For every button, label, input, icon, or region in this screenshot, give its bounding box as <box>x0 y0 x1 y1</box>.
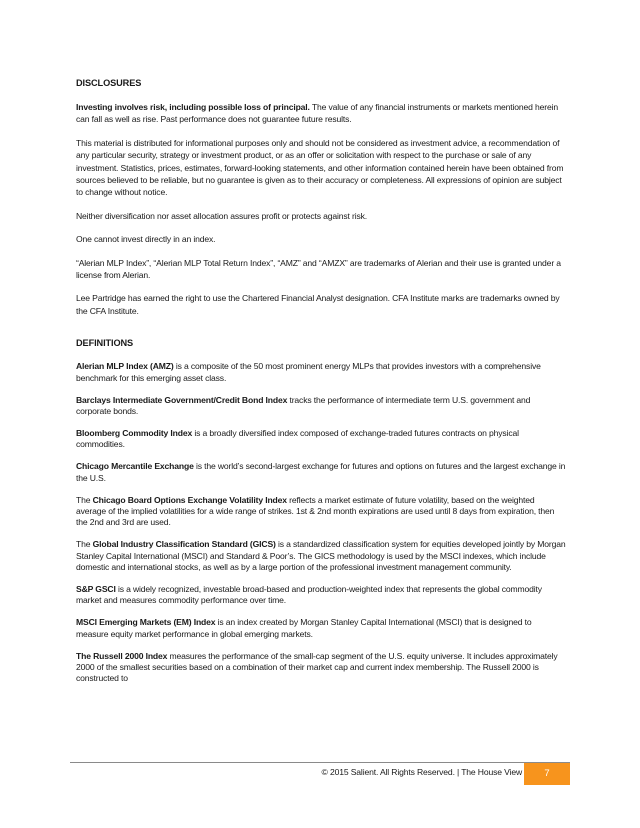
section-spacer <box>76 317 566 337</box>
definition-text: measures the performance of the small-cap segment of the U.S. equity universe. It includes approximately 2000 of the smallest securities based on a combination of their market cap and current index membership. The Russell 2000 is constructed to <box>76 650 558 684</box>
definition-text: is a composite of the 50 most prominent energy MLPs that provides investors with a comprehensive benchmark for this emerging asset class. <box>76 361 541 383</box>
definition-item <box>76 395 566 418</box>
definition-term: Bloomberg Commodity Index <box>76 427 193 438</box>
definition-text: reflects a market estimate of future volatility, based on the weighted average of the implied volatilities for a wide range of strikes. 1st & 2nd month expirations are used until 8 days from expiration, then the 2nd and 3rd are used. <box>76 494 555 528</box>
definition-term: MSCI Emerging Markets (EM) Index <box>76 617 216 628</box>
definition-term: The Russell 2000 Index <box>76 650 168 661</box>
footer-divider <box>70 762 570 763</box>
definitions-list <box>76 361 566 685</box>
page-number-badge <box>524 763 570 785</box>
definition-text: is the world’s second-largest exchange for futures and options on futures and the largest exchange in the U.S. <box>76 461 566 483</box>
definition-item <box>76 617 566 640</box>
definition-text: is a broadly diversified index composed of exchange-traded futures contracts on physical commodities. <box>76 427 519 450</box>
definition-item <box>76 495 566 529</box>
disclosure-paragraph-diversification: Neither diversification nor asset allocation assures profit or protects against risk. <box>76 210 368 221</box>
definition-text: is a standardized classification system for equities developed jointly by Morgan Stanley Capital International (MSCI) and Standard & Poor’s. The GICS methodology is used by the MSCI indexes, which include domestic and international stocks, as well as by a large portion of the professional investment management community. <box>76 539 566 573</box>
definition-item <box>76 428 566 451</box>
definition-item <box>76 361 566 384</box>
definition-term: Barclays Intermediate Government/Credit Bond Index <box>76 394 288 405</box>
disclosure-risk-text: The value of any financial instruments or markets mentioned herein can fall as well as rise. Past performance does not guarantee future results. <box>76 102 558 125</box>
definition-text: is a widely recognized, investable broad-based and production-weighted index that represents the global commodity market and measures commodity performance over time. <box>76 583 542 606</box>
definition-term: Alerian MLP Index (AMZ) <box>76 361 174 372</box>
definition-term: Global Industry Classification Standard (GICS) <box>92 539 276 550</box>
footer-copyright: © 2015 Salient. All Rights Reserved. | The House View <box>321 767 522 777</box>
definition-term: S&P GSCI <box>76 583 116 594</box>
disclosure-paragraph-informational: This material is distributed for informational purposes only and should not be considered as investment advice, a recommendation of any particular security, strategy or investment product, or as an offer or solicitation with respect to the purchase or sale of any investment. Statistics, prices, estimates, forward-looking statements, and other information contained herein have been obtained from sources believed to be reliable, but no guarantee is given as to their accuracy or completeness. All expressions of opinion are subject to change without notice. <box>76 137 564 198</box>
definitions-heading: DEFINITIONS <box>76 338 134 349</box>
definition-item <box>76 651 566 685</box>
disclosure-risk-lead: Investing involves risk, including possible loss of principal. <box>76 102 310 112</box>
definition-text: is an index created by Morgan Stanley Capital International (MSCI) that is designed to measure equity market performance in global emerging markets. <box>76 617 532 639</box>
page-content <box>76 77 566 695</box>
definition-prefix: The <box>76 539 93 550</box>
disclosure-paragraph-cfa: Lee Partridge has earned the right to use the Chartered Financial Analyst designation. CFA Institute marks are trademarks owned by the CFA Institute. <box>76 293 560 316</box>
definition-prefix: The <box>76 494 93 505</box>
disclosures-heading: DISCLOSURES <box>76 78 142 88</box>
page-number: 7 <box>544 768 550 779</box>
definition-term: Chicago Mercantile Exchange <box>76 461 194 472</box>
disclosure-paragraph-risk <box>76 101 566 126</box>
definition-item <box>76 539 566 573</box>
disclosure-paragraph-index: One cannot invest directly in an index. <box>76 234 216 245</box>
definition-item <box>76 461 566 484</box>
definition-term: Chicago Board Options Exchange Volatility Index <box>92 494 287 505</box>
disclosure-paragraph-trademarks: “Alerian MLP Index”, “Alerian MLP Total Return Index”, “AMZ” and “AMZX” are trademarks of Alerian and their use is granted under a license from Alerian. <box>76 257 561 281</box>
definition-text: tracks the performance of intermediate term U.S. government and corporate bonds. <box>76 394 531 416</box>
definition-item <box>76 584 566 607</box>
